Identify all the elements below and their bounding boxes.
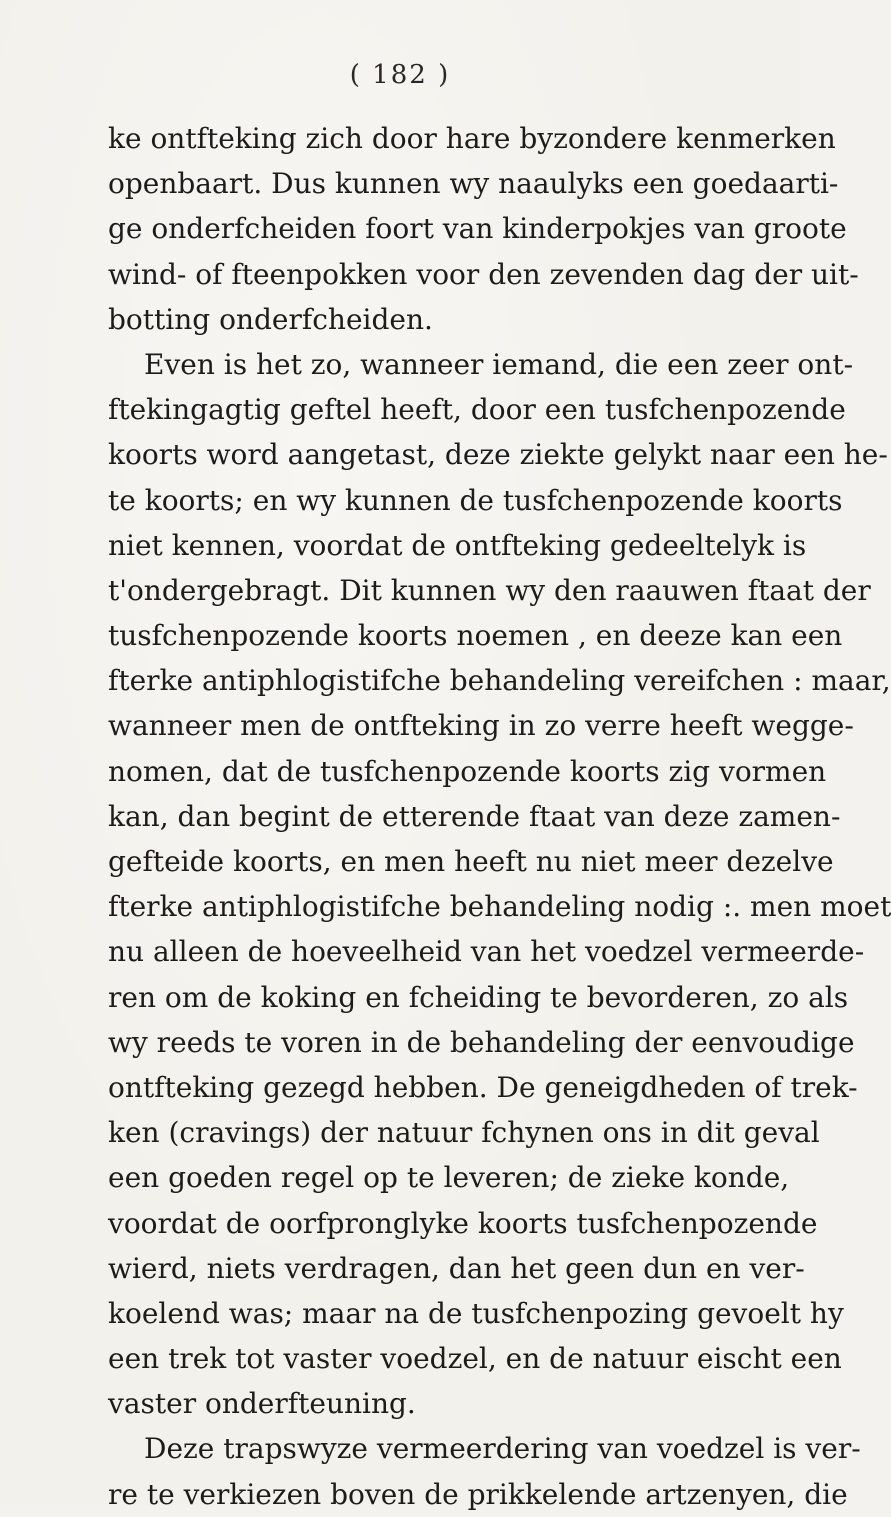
text-line: ontfteking gezegd hebben. De geneigdheden of trek-: [108, 1070, 858, 1104]
text-line: fterke antiphlogistifche behandeling vereifchen : maar,: [108, 664, 891, 698]
text-line: tusfchenpozende koorts noemen , en deeze kan een: [108, 619, 843, 653]
text-line: koorts word aangetast, deze ziekte gelykt naar een he-: [108, 438, 888, 472]
text-line: ftekingagtig geftel heeft, door een tusfchenpozende: [108, 393, 846, 427]
text-line: koelend was; maar na de tusfchenpozing gevoelt hy: [108, 1296, 844, 1330]
text-line: te koorts; en wy kunnen de tusfchenpozende koorts: [108, 483, 843, 517]
text-line: een goeden regel op te leveren; de zieke konde,: [108, 1161, 790, 1195]
text-line: wy reeds te voren in de behandeling der eenvoudige: [108, 1025, 855, 1059]
text-line: een trek tot vaster voedzel, en de natuur eischt een: [108, 1342, 842, 1376]
text-line: Deze trapswyze vermeerdering van voedzel is ver-: [144, 1432, 861, 1466]
text-line: wierd, niets verdragen, dan het geen dun en ver-: [108, 1251, 805, 1285]
text-line: openbaart. Dus kunnen wy naaulyks een goedaarti-: [108, 167, 839, 201]
text-line: Even is het zo, wanneer iemand, die een zeer ont-: [144, 347, 854, 381]
text-line: ken (cravings) der natuur fchynen ons in dit geval: [108, 1116, 820, 1150]
text-line: t'ondergebragt. Dit kunnen wy den raauwen ftaat der: [108, 573, 871, 607]
text-line: vaster onderfteuning.: [108, 1387, 416, 1421]
text-line: wanneer men de ontfteking in zo verre heeft wegge-: [108, 709, 854, 743]
text-line: niet kennen, voordat de ontfteking gedeeltelyk is: [108, 528, 807, 562]
page-number: ( 182 ): [349, 60, 451, 90]
text-line: fterke antiphlogistifche behandeling nodig :. men moet: [108, 890, 891, 924]
body-text: [108, 116, 891, 1517]
text-line: voordat de oorfpronglyke koorts tusfchenpozende: [108, 1206, 818, 1240]
text-line: wind- of fteenpokken voor den zevenden dag der uit-: [108, 257, 859, 291]
text-line: kan, dan begint de etterende ftaat van deze zamen-: [108, 799, 841, 833]
text-line: nomen, dat de tusfchenpozende koorts zig vormen: [108, 754, 827, 788]
text-line: ren om de koking en fcheiding te bevorderen, zo als: [108, 980, 849, 1014]
text-line: ge onderfcheiden foort van kinderpokjes van groote: [108, 212, 847, 246]
text-line: re te verkiezen boven de prikkelende artzenyen, die: [108, 1477, 848, 1511]
text-line: nu alleen de hoeveelheid van het voedzel vermeerde-: [108, 935, 865, 969]
text-line: ke ontfteking zich door hare byzondere kenmerken: [108, 122, 836, 155]
text-line: botting onderfcheiden.: [108, 302, 433, 336]
text-line: gefteide koorts, en men heeft nu niet meer dezelve: [108, 845, 834, 878]
